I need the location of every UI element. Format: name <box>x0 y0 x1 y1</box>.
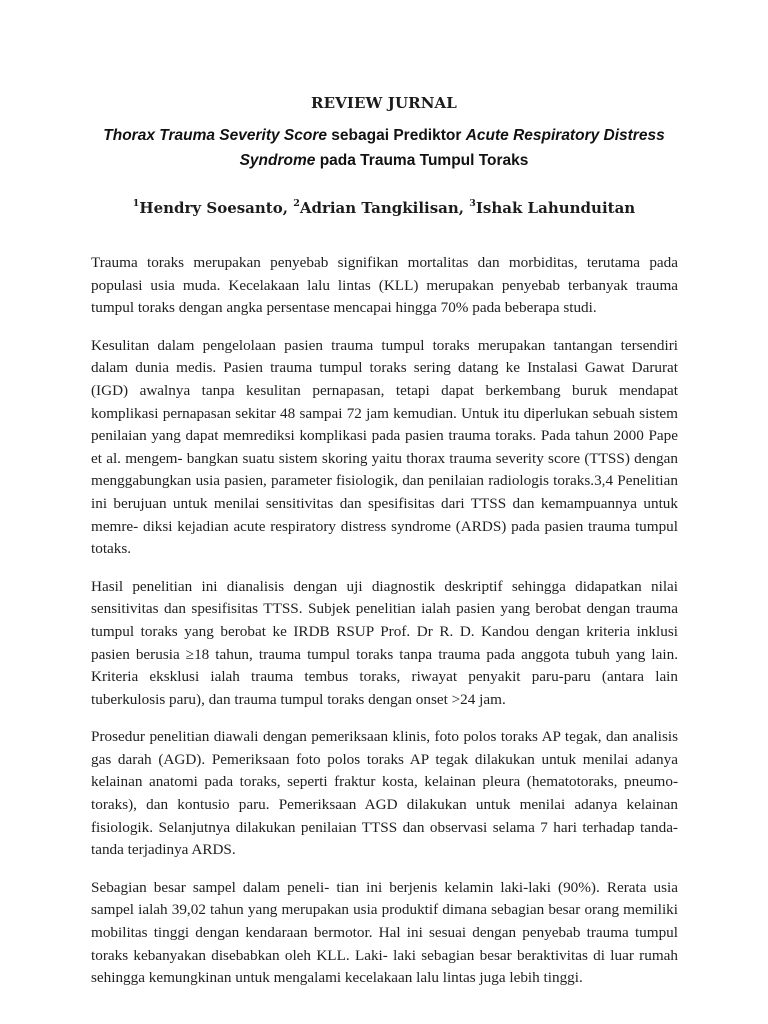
author-3-affiliation: 3 <box>469 198 476 209</box>
paragraph: Sebagian besar sampel dalam peneli- tian ini berjenis kelamin laki-laki (90%). Rerata usia sampel ialah 39,02 tahun yang merupakan usia produktif dimana sebagian besar orang memiliki mobilitas tinggi dengan kendaraan bermotor. Hal ini sesuai dengan penyebab trauma tumpul toraks kebanyakan disebabkan oleh KLL. Laki- laki sebagian besar beraktivitas di luar rumah sehingga kemungkinan untuk mengalami kecelakaan lalu lintas juga lebih tinggi. <box>91 878 678 987</box>
author-1-name: Hendry Soesanto, <box>139 199 294 217</box>
document-heading: REVIEW JURNAL <box>311 94 457 112</box>
title-part-2: sebagai Prediktor <box>327 127 466 144</box>
title-part-4: pada Trauma Tumpul Toraks <box>315 152 529 169</box>
title-part-1: Thorax Trauma Severity Score <box>103 127 327 144</box>
author-2-name: Adrian Tangkilisan, <box>299 199 470 217</box>
paragraph: Kesulitan dalam pengelolaan pasien trauma tumpul toraks merupakan tantangan tersendiri dalam dunia medis. Pasien trauma tumpul toraks sering datang ke Instalasi Gawat Darurat (IGD) awalnya tanpa kesulitan pernapasan, tetapi dapat berkembang buruk mendapat komplikasi pernapasan sekitar 48 sampai 72 jam kemudian. Untuk itu diperlukan sebuah sistem penilaian yang dapat memrediksi komplikasi pada pasien trauma toraks. Pada tahun 2000 Pape et al. mengem- bangkan suatu sistem skoring yaitu thorax trauma severity score (TTSS) dengan menggabungkan usia pasien, parameter fisiologik, dan penilaian radiologis toraks.3,4 Penelitian ini berujuan untuk menilai sensitivitas dan spesifisitas dari TTSS dan kemampuannya untuk memre- diksi kejadian acute respiratory distress syndrome (ARDS) pada pasien trauma tumpul totaks. <box>91 336 678 558</box>
author-list <box>0 199 768 217</box>
paragraph: Prosedur penelitian diawali dengan pemeriksaan klinis, foto polos toraks AP tegak, dan analisis gas darah (AGD). Pemeriksaan foto polos toraks AP tegak dilakukan untuk menilai adanya kelainan anatomi pada toraks, seperti fraktur kosta, kelainan pleura (hematotoraks, pneumo-toraks), dan kontusio paru. Pemeriksaan AGD dilakukan untuk menilai adanya kelainan fisiologik. Selanjutnya dilakukan penilaian TTSS dan observasi selama 7 hari terhadap tanda-tanda terjadinya ARDS. <box>91 728 678 859</box>
author-1-affiliation: 1 <box>132 198 140 209</box>
author-2-affiliation: 2 <box>293 198 300 209</box>
paragraph: Hasil penelitian ini dianalisis dengan uji diagnostik deskriptif sehingga didapatkan nilai sensitivitas dan spesifisitas TTSS. Subjek penelitian ialah pasien yang berobat dengan trauma tumpul toraks yang berobat ke IRDB RSUP Prof. Dr R. D. Kandou dengan kriteria inklusi pasien berusia ≥18 tahun, trauma tumpul toraks tanpa trauma pada anggota tubuh yang lain. Kriteria eksklusi ialah trauma tembus toraks, riwayat penyakit paru-paru (antara lain tuberkulosis paru), dan trauma tumpul toraks dengan onset >24 jam. <box>91 577 678 708</box>
author-3-name: Ishak Lahunduitan <box>475 199 636 217</box>
article-body <box>91 252 678 1005</box>
paragraph: Trauma toraks merupakan penyebab signifikan mortalitas dan morbiditas, terutama pada populasi usia muda. Kecelakaan lalu lintas (KLL) merupakan penyebab terbanyak trauma tumpul toraks dengan angka persentase mencapai hingga 70% pada beberapa studi. <box>91 254 678 317</box>
article-title <box>80 123 688 173</box>
title-part-3: Acute Respiratory Distress Syndrome <box>239 127 665 169</box>
